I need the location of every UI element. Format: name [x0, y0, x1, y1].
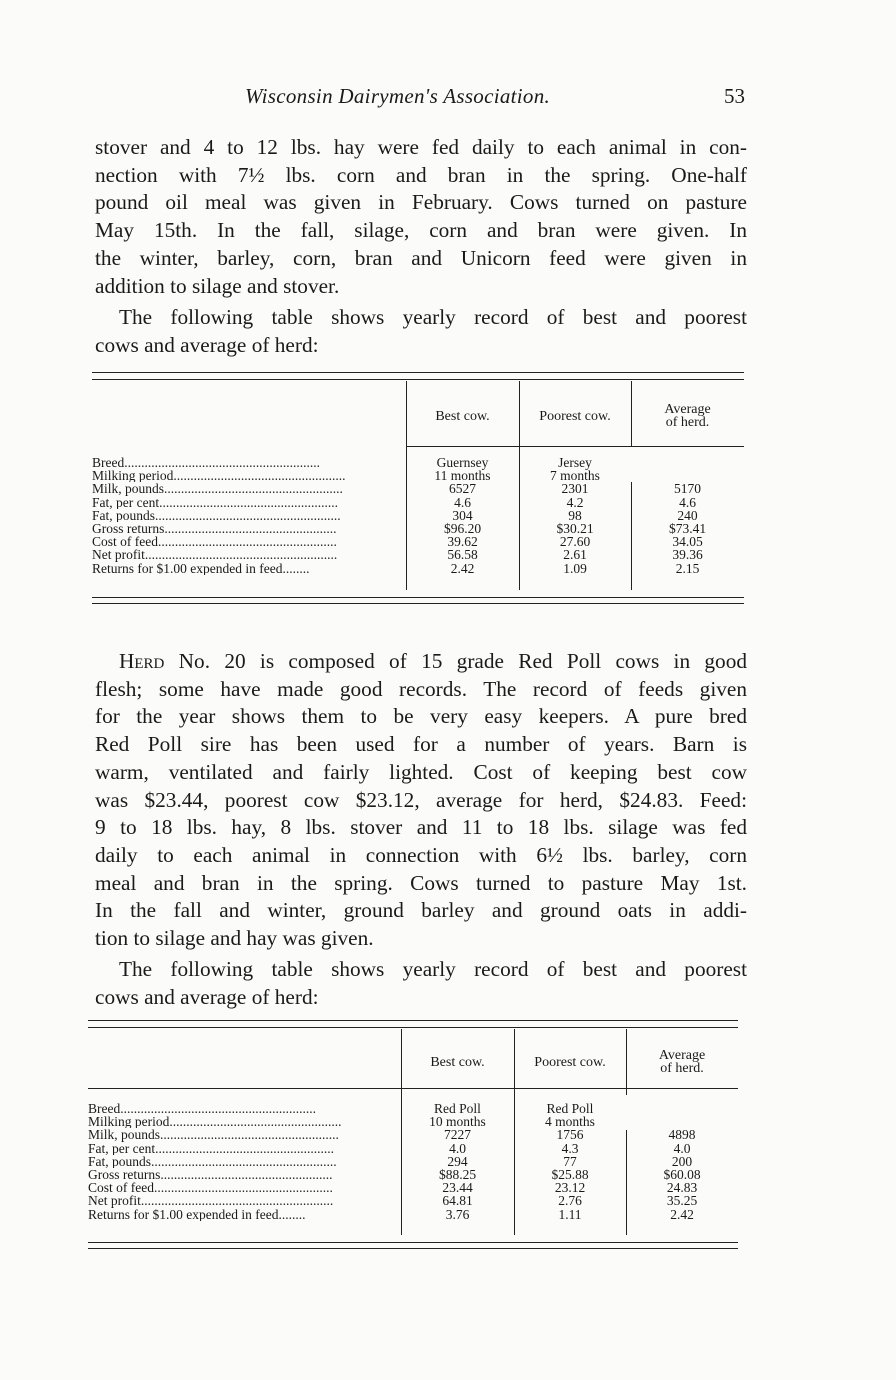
- table-cell: 39.62: [447, 534, 478, 550]
- table-bottom-rule: [92, 603, 744, 604]
- column-header-average-line1: Average: [658, 1048, 706, 1063]
- paragraph-line: was $23.44, poorest cow $23.12, average for herd, $24.83. Feed:: [95, 787, 747, 812]
- table-cell: $30.21: [556, 520, 594, 536]
- table-cell: Jersey: [558, 455, 592, 470]
- table-cell: 10 months: [429, 1114, 486, 1130]
- paragraph-line: In the fall and winter, ground barley and ground oats in addi-: [95, 898, 747, 923]
- paragraph-line: May 15th. In the fall, silage, corn and bran were given. In: [95, 218, 747, 243]
- row-label-returns-per-dollar: Returns for $1.00 expended in feed........: [92, 561, 310, 575]
- paragraph-line: cows and average of herd:: [95, 984, 319, 1009]
- paragraph-line: for the year shows them to be very easy keepers. A pure bred: [95, 704, 747, 729]
- table-cell: 4898: [668, 1127, 696, 1143]
- table-cell: 23.12: [554, 1180, 586, 1196]
- row-label-net-profit: Net profit.........................................................: [92, 548, 338, 562]
- table-cell: 240: [677, 507, 698, 523]
- page-number: 53: [724, 84, 745, 108]
- table-intro-2: [95, 956, 747, 1011]
- table-cell: 27.60: [559, 534, 591, 550]
- paragraph-line: the winter, barley, corn, bran and Unicorn feed were given in: [95, 245, 747, 270]
- paragraph-line: [95, 648, 747, 676]
- herd-line-text: No. 20 is composed of 15 grade Red Poll cows in good: [164, 649, 747, 673]
- paragraph-line: The following table shows yearly record of best and poorest: [119, 305, 747, 329]
- table-intro-1: [95, 304, 747, 359]
- header-rule: [88, 1088, 738, 1089]
- column-header-best: Best cow.: [435, 409, 490, 424]
- table-cell: 6527: [449, 481, 476, 497]
- row-label-gross-returns: Gross returns...................................................: [88, 1168, 333, 1182]
- table-cell: 4.6: [454, 494, 471, 510]
- paragraph-line: 9 to 18 lbs. hay, 8 lbs. stover and 11 to 18 lbs. silage was fed: [95, 815, 747, 840]
- table-cell: 7 months: [550, 468, 600, 484]
- table-cell: 1756: [556, 1127, 584, 1143]
- table-cell: 2.76: [558, 1193, 582, 1209]
- running-title: Wisconsin Dairymen's Association.: [245, 84, 551, 108]
- column-header-poorest: Poorest cow.: [539, 409, 611, 424]
- table-cell: 2.42: [450, 560, 475, 576]
- column-header-average: [631, 403, 744, 429]
- row-label-gross-returns: Gross returns...................................................: [92, 522, 337, 536]
- row-label-fat-per-cent: Fat, per cent.....................................................: [92, 495, 338, 509]
- poorest-cow-column: [519, 456, 631, 575]
- table-cell: 5170: [674, 481, 701, 497]
- row-label-fat-per-cent: Fat, per cent.....................................................: [88, 1141, 334, 1155]
- table-cell: 23.44: [442, 1180, 473, 1196]
- table-top-rule: [88, 1027, 738, 1028]
- herd-average-column: [631, 456, 744, 575]
- row-labels: [92, 456, 402, 575]
- table-cell: 35.25: [666, 1193, 698, 1209]
- row-labels: [88, 1102, 397, 1221]
- table-cell: 39.36: [672, 547, 703, 563]
- table-cell: 294: [447, 1153, 468, 1169]
- row-label-milking-period: Milking period...................................................: [92, 469, 346, 483]
- table-cell: 4.2: [566, 494, 584, 510]
- table-bottom-rule: [88, 1248, 738, 1249]
- paragraph-line: pound oil meal was given in February. Cows turned on pasture: [95, 190, 747, 215]
- paragraph-line: The following table shows yearly record of best and poorest: [119, 957, 747, 981]
- herd-average-column: [626, 1102, 738, 1221]
- table-cell: $88.25: [438, 1166, 477, 1182]
- table-cell: 98: [568, 507, 582, 523]
- table-top-rule: [92, 372, 744, 373]
- row-label-net-profit: Net profit.........................................................: [88, 1194, 334, 1208]
- table-cell: $96.20: [443, 520, 482, 536]
- row-label-cost-of-feed: Cost of feed.....................................................: [88, 1181, 333, 1195]
- table-cell: 34.05: [672, 534, 703, 550]
- row-label-breed: Breed..........................................................: [92, 456, 320, 470]
- table-cell: 2.61: [563, 547, 587, 563]
- row-label-cost-of-feed: Cost of feed.....................................................: [92, 535, 337, 549]
- table-cell: 7227: [444, 1127, 471, 1143]
- herd-label: Herd: [119, 649, 165, 673]
- table-cell: 1.11: [558, 1206, 582, 1222]
- paragraph-herd-20: [95, 648, 747, 953]
- herd-record-table-2: [88, 1020, 738, 1256]
- table-cell: Red Poll: [546, 1101, 594, 1116]
- poorest-cow-column: [514, 1102, 626, 1221]
- table-cell: 77: [563, 1153, 577, 1169]
- table-cell: 2.15: [675, 560, 700, 576]
- paragraph-line: daily to each animal in connection with 6½ lbs. barley, corn: [95, 842, 747, 867]
- column-header-poorest: Poorest cow.: [534, 1055, 606, 1070]
- table-cell: 304: [452, 507, 473, 523]
- table-cell: 2.42: [670, 1206, 694, 1222]
- paragraph-line: tion to silage and hay was given.: [95, 926, 374, 951]
- herd-record-table-1: [92, 372, 744, 608]
- paragraph-line: flesh; some have made good records. The record of feeds given: [95, 676, 747, 701]
- paragraph-line: addition to silage and stover.: [95, 273, 340, 298]
- column-header-average: [626, 1049, 738, 1075]
- table-bottom-rule: [88, 1242, 738, 1243]
- paragraph-line: warm, ventilated and fairly lighted. Cost of keeping best cow: [95, 759, 747, 784]
- paragraph-line: Red Poll sire has been used for a number of years. Barn is: [95, 732, 747, 757]
- table-cell: 2301: [561, 481, 589, 497]
- row-label-returns-per-dollar: Returns for $1.00 expended in feed........: [88, 1207, 306, 1221]
- row-label-fat-pounds: Fat, pounds.......................................................: [92, 508, 341, 523]
- running-head: [95, 84, 745, 112]
- table-cell: 4.3: [561, 1140, 579, 1156]
- column-header-average-line2: of herd.: [665, 415, 710, 430]
- paragraph-line: stover and 4 to 12 lbs. hay were fed daily to each animal in con-: [95, 135, 747, 159]
- row-label-fat-pounds: Fat, pounds.......................................................: [88, 1154, 337, 1169]
- table-cell: $25.88: [551, 1166, 589, 1182]
- row-label-milking-period: Milking period...................................................: [88, 1115, 342, 1129]
- table-cell: 4.0: [449, 1140, 466, 1156]
- best-cow-column: [401, 1102, 514, 1221]
- table-cell: [626, 1102, 738, 1115]
- table-top-rule: [88, 1020, 738, 1021]
- header-rule: [406, 446, 744, 447]
- paragraph-line: cows and average of herd:: [95, 332, 319, 357]
- column-header-average-line1: Average: [664, 402, 711, 417]
- table-cell: $73.41: [668, 520, 707, 536]
- table-cell: 200: [671, 1153, 693, 1169]
- row-label-milk-pounds: Milk, pounds.....................................................: [88, 1128, 339, 1142]
- table-cell: Guernsey: [436, 455, 489, 470]
- table-cell: 3.76: [445, 1206, 470, 1222]
- table-cell: 24.83: [666, 1180, 698, 1196]
- table-cell: Red Poll: [434, 1101, 481, 1116]
- row-label-breed: Breed..........................................................: [88, 1102, 316, 1116]
- column-header-average-line2: of herd.: [660, 1061, 704, 1076]
- row-label-milk-pounds: Milk, pounds.....................................................: [92, 482, 343, 496]
- table-cell: [631, 456, 744, 469]
- table-cell: 64.81: [442, 1193, 473, 1209]
- column-header-best: Best cow.: [430, 1055, 485, 1070]
- table-cell: 4 months: [545, 1114, 595, 1130]
- paragraph-herd-19-feeding: [95, 134, 747, 300]
- table-top-rule: [92, 379, 744, 380]
- table-cell: 4.6: [679, 494, 696, 510]
- best-cow-column: [406, 456, 519, 575]
- table-cell: $60.08: [663, 1166, 701, 1182]
- table-cell: 4.0: [673, 1140, 691, 1156]
- paragraph-line: meal and bran in the spring. Cows turned to pasture May 1st.: [95, 870, 747, 895]
- table-cell: 1.09: [563, 560, 587, 576]
- table-cell: 11 months: [434, 468, 491, 484]
- table-cell: 56.58: [447, 547, 478, 563]
- table-bottom-rule: [92, 597, 744, 598]
- paragraph-line: nection with 7½ lbs. corn and bran in the spring. One-half: [95, 162, 747, 187]
